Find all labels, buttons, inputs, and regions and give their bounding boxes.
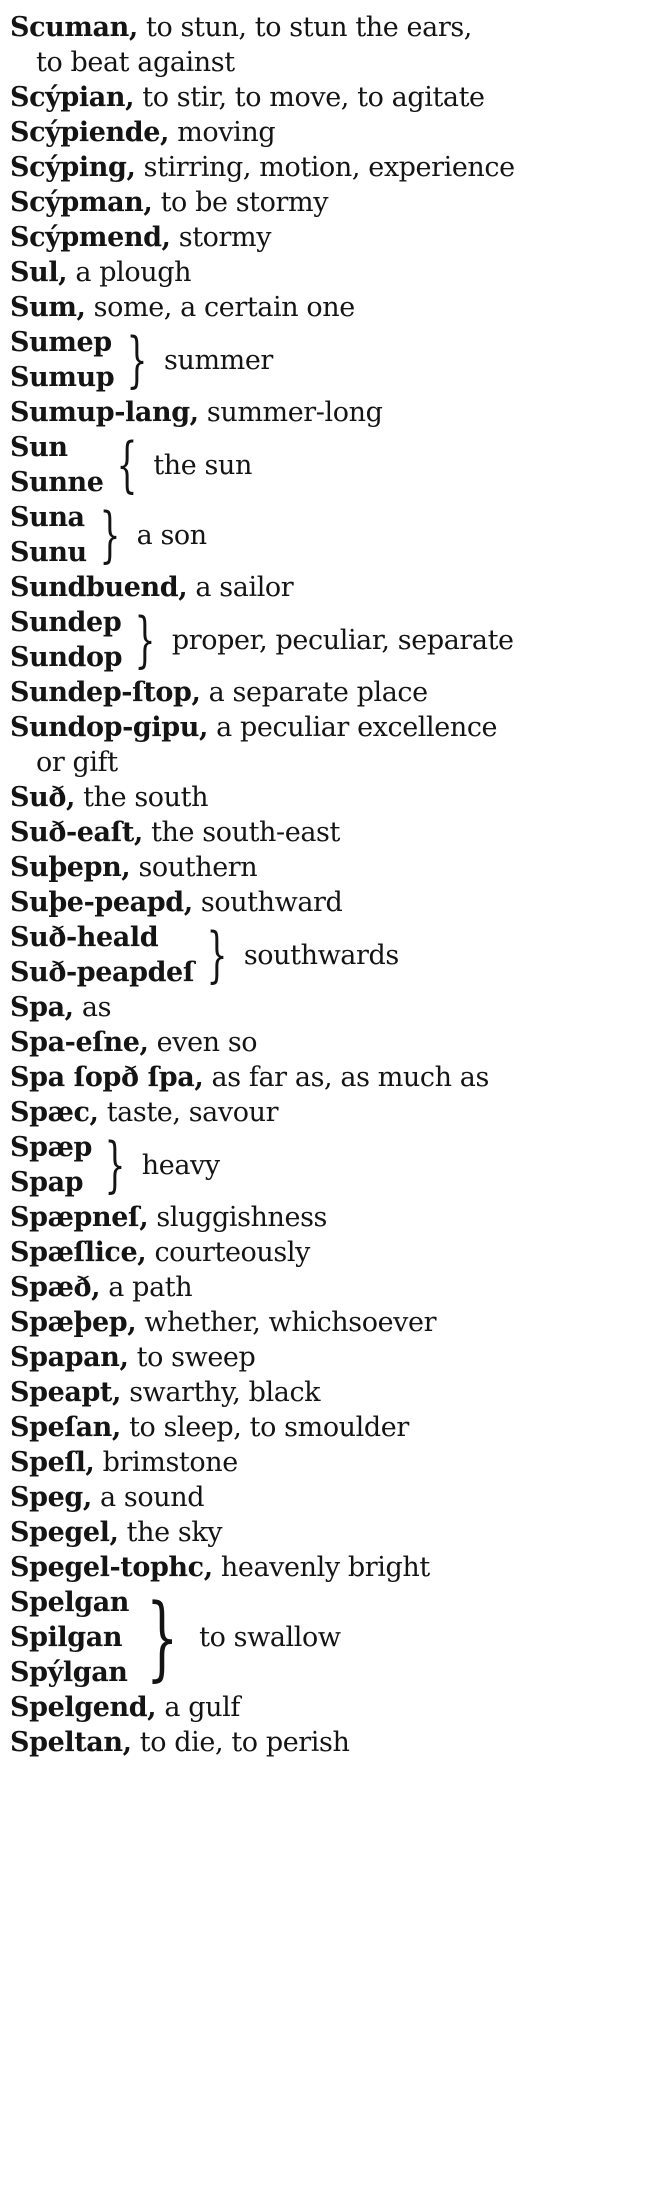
gloss: to sleep, to smoulder	[120, 1412, 409, 1443]
entry-sundop-gipu-continuation: or gift	[36, 747, 118, 778]
headword: Spilgan	[10, 1622, 123, 1653]
entry-group-sun	[10, 430, 650, 500]
brace-glyph: }	[206, 920, 228, 990]
gloss: a son	[136, 519, 207, 551]
entry-spaed	[10, 1270, 650, 1305]
headword: Spegel,	[10, 1517, 119, 1548]
entry-scypmend	[10, 220, 650, 255]
entry-group-son	[10, 500, 650, 570]
gloss: the sun	[153, 449, 252, 481]
gloss: proper, peculiar, separate	[171, 624, 514, 656]
gloss: the south	[74, 782, 209, 813]
headword-variants	[10, 920, 194, 990]
gloss: to be stormy	[152, 187, 329, 218]
gloss: moving	[169, 117, 276, 148]
headword: Spap	[10, 1167, 84, 1198]
gloss: a plough	[67, 257, 192, 288]
headword: Speſl,	[10, 1447, 95, 1478]
headword: Sumup-lang,	[10, 397, 199, 428]
gloss: a separate place	[200, 677, 428, 708]
headword: Sundep	[10, 607, 122, 638]
headword: Scýpiende,	[10, 117, 170, 148]
entry-sumup-lang	[10, 395, 650, 430]
headword: Spæþep,	[10, 1307, 137, 1338]
headword: Scýpman,	[10, 187, 153, 218]
gloss: stirring, motion, experience	[135, 152, 515, 183]
entry-spesl	[10, 1445, 650, 1480]
gloss: whether, whichsoever	[136, 1307, 437, 1338]
entry-sundep-stop	[10, 675, 650, 710]
brace-glyph: }	[146, 1583, 179, 1691]
entry-speapt	[10, 1375, 650, 1410]
headword-variants	[10, 1585, 129, 1690]
entry-spegel-tophc	[10, 1550, 650, 1585]
entry-scypiende	[10, 115, 650, 150]
headword: Spegel-tophc,	[10, 1552, 213, 1583]
headword: Spæc,	[10, 1097, 99, 1128]
entry-group-heavy	[10, 1130, 650, 1200]
gloss: stormy	[170, 222, 272, 253]
entry-scuman-continuation: to beat against	[36, 47, 235, 78]
headword: Suna	[10, 502, 85, 533]
headword: Scýpian,	[10, 82, 135, 113]
headword: Spelgan	[10, 1587, 130, 1618]
gloss: a sound	[91, 1482, 205, 1513]
entry-spa	[10, 990, 650, 1025]
brace-glyph: }	[126, 325, 148, 395]
headword: Suþepn,	[10, 852, 131, 883]
gloss: southern	[130, 852, 258, 883]
gloss: southward	[192, 887, 343, 918]
entry-sundbuend	[10, 570, 650, 605]
gloss: to stun, to stun the ears,	[137, 12, 472, 43]
headword: Spa,	[10, 992, 74, 1023]
headword-variants	[10, 605, 122, 675]
gloss: to swallow	[199, 1622, 341, 1653]
gloss: southwards	[243, 939, 399, 971]
headword: Spa-eſne,	[10, 1027, 149, 1058]
entry-spelgend	[10, 1690, 650, 1725]
entry-sud-east	[10, 815, 650, 850]
entry-group-southwards	[10, 920, 650, 990]
headword: Suþe-peapd,	[10, 887, 193, 918]
headword: Spa ſopð ſpa,	[10, 1062, 204, 1093]
headword: Speg,	[10, 1482, 92, 1513]
entry-spaeslice	[10, 1235, 650, 1270]
entry-group-summer	[10, 325, 650, 395]
headword: Sunu	[10, 537, 87, 568]
headword: Suð,	[10, 782, 75, 813]
headword: Sundbuend,	[10, 572, 188, 603]
gloss: a sailor	[187, 572, 294, 603]
entry-spaethep	[10, 1305, 650, 1340]
headword: Sundop-gipu,	[10, 712, 208, 743]
entry-group-proper	[10, 605, 650, 675]
entry-group-swallow	[10, 1585, 650, 1690]
headword: Suð-eaſt,	[10, 817, 143, 848]
headword: Speltan,	[10, 1727, 132, 1758]
entry-scyping	[10, 150, 650, 185]
entry-sul	[10, 255, 650, 290]
headword: Spýlgan	[10, 1657, 128, 1688]
gloss: brimstone	[94, 1447, 238, 1478]
dictionary-page	[10, 10, 650, 1760]
entry-sud	[10, 780, 650, 815]
entry-speltan	[10, 1725, 650, 1760]
headword: Sun	[10, 432, 68, 463]
headword: Sundep-ſtop,	[10, 677, 201, 708]
entry-scypman	[10, 185, 650, 220]
headword-variants	[10, 325, 114, 395]
headword: Scýpmend,	[10, 222, 171, 253]
headword: Speſan,	[10, 1412, 121, 1443]
gloss: as far as, as much as	[203, 1062, 489, 1093]
headword-variants	[10, 1130, 92, 1200]
headword: Scýping,	[10, 152, 136, 183]
headword: Spæſlice,	[10, 1237, 147, 1268]
headword: Spæð,	[10, 1272, 101, 1303]
headword: Sum,	[10, 292, 86, 323]
headword-variants	[10, 430, 104, 500]
gloss: heavenly bright	[212, 1552, 430, 1583]
headword: Suð-heald	[10, 922, 159, 953]
headword: Sul,	[10, 257, 68, 288]
entry-speg	[10, 1480, 650, 1515]
gloss: to stir, to move, to agitate	[134, 82, 485, 113]
brace-glyph: }	[104, 1130, 126, 1200]
gloss: courteously	[146, 1237, 310, 1268]
gloss: summer-long	[198, 397, 383, 428]
brace-glyph: }	[99, 500, 121, 570]
entry-scypian	[10, 80, 650, 115]
headword: Spæpneſ,	[10, 1202, 149, 1233]
headword: Sundop	[10, 642, 123, 673]
entry-spaec	[10, 1095, 650, 1130]
entry-sundop-gipu	[10, 710, 650, 745]
headword: Suð-peapdeſ	[10, 957, 195, 988]
headword: Sumep	[10, 327, 112, 358]
gloss: some, a certain one	[85, 292, 355, 323]
gloss: even so	[148, 1027, 258, 1058]
headword: Scuman,	[10, 12, 138, 43]
gloss: to die, to perish	[131, 1727, 350, 1758]
entry-spa-esne	[10, 1025, 650, 1060]
gloss: summer	[164, 344, 273, 376]
gloss: to sweep	[128, 1342, 256, 1373]
entry-spa-sopd-spa	[10, 1060, 650, 1095]
entry-spesan	[10, 1410, 650, 1445]
entry-sum	[10, 290, 650, 325]
gloss: swarthy, black	[121, 1377, 321, 1408]
headword: Sunne	[10, 467, 104, 498]
gloss: sluggishness	[148, 1202, 328, 1233]
entry-spaepnes	[10, 1200, 650, 1235]
headword: Spæp	[10, 1132, 92, 1163]
gloss: a peculiar excellence	[207, 712, 498, 743]
entry-scuman	[10, 10, 650, 45]
gloss: as	[73, 992, 112, 1023]
gloss: a path	[100, 1272, 193, 1303]
gloss: a gulf	[156, 1692, 240, 1723]
headword: Speapt,	[10, 1377, 122, 1408]
gloss: taste, savour	[98, 1097, 279, 1128]
gloss: the south-east	[142, 817, 340, 848]
headword: Sumup	[10, 362, 115, 393]
entry-suthe-peapd	[10, 885, 650, 920]
headword: Spapan,	[10, 1342, 129, 1373]
gloss: heavy	[141, 1149, 220, 1181]
brace-glyph: }	[134, 605, 156, 675]
entry-spegel	[10, 1515, 650, 1550]
headword-variants	[10, 500, 87, 570]
entry-spapan	[10, 1340, 650, 1375]
entry-suthern	[10, 850, 650, 885]
brace-glyph: {	[116, 430, 137, 500]
gloss: the sky	[118, 1517, 223, 1548]
headword: Spelgend,	[10, 1692, 157, 1723]
